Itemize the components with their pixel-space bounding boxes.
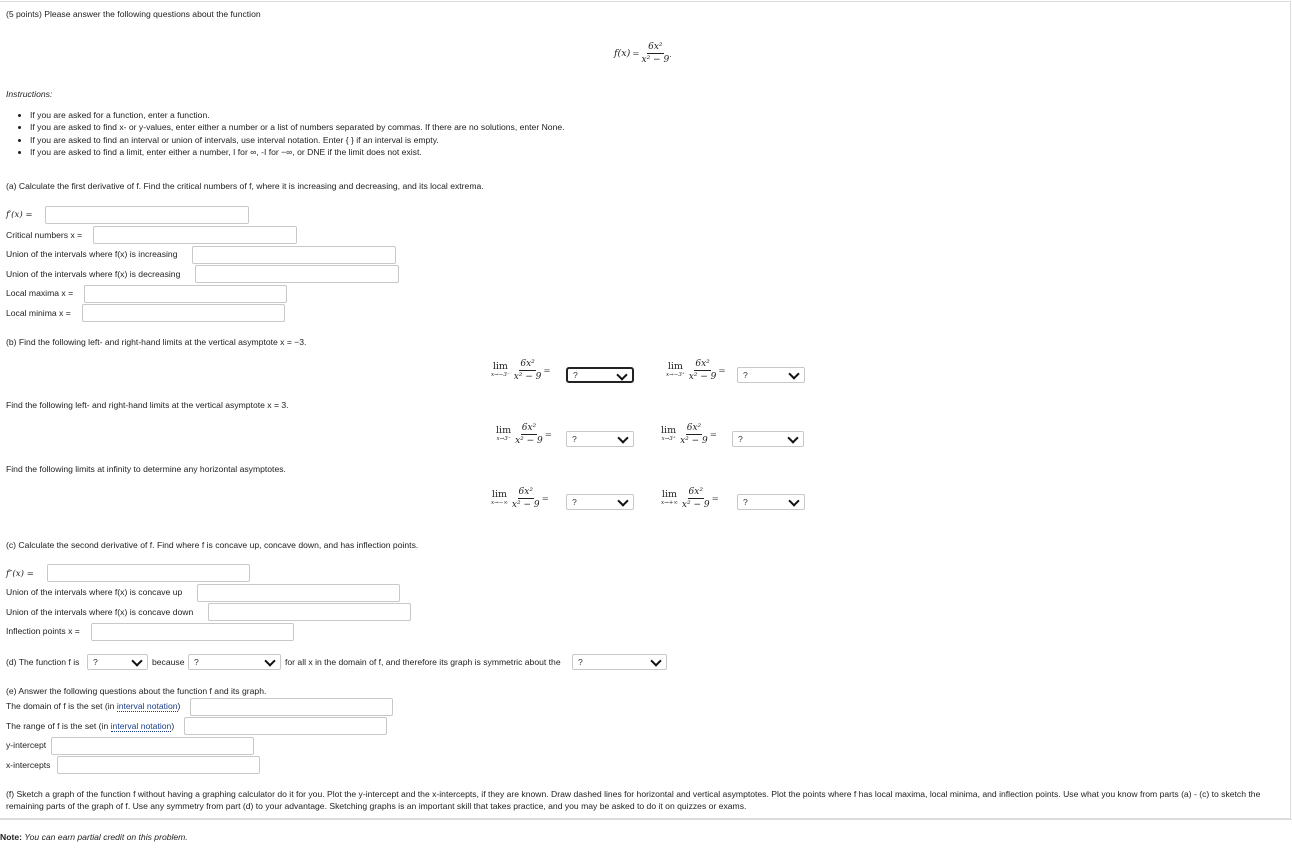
local-minima-label: Local minima x = [6, 308, 71, 318]
limit-left-3: lim x→3⁻ $\frac{\text{6x²}}{\text{x² − 9}}$ = [496, 423, 552, 446]
function-fraction [642, 42, 670, 65]
lim-word: lim [661, 425, 677, 436]
lim-numerator: 6x² [686, 423, 702, 433]
chevron-down-icon [650, 655, 661, 666]
note-text: You can earn partial credit on this problem. [24, 832, 188, 842]
fdouble-input[interactable] [47, 564, 250, 582]
lim-denominator: x² − 9 [680, 436, 708, 446]
reason-select[interactable] [188, 654, 281, 670]
instruction-item: • If you are asked to find an interval or union of intervals, use interval notation. Enter { } if an interval is empty. [30, 134, 565, 146]
chevron-down-icon [264, 655, 275, 666]
x-intercepts-label: x-intercepts [6, 760, 51, 770]
select-value: ? [743, 370, 748, 380]
range-input[interactable] [184, 717, 387, 735]
chevron-down-icon [617, 432, 628, 443]
decreasing-label: Union of the intervals where f(x) is decreasing [6, 269, 181, 279]
select-value: ? [738, 434, 743, 444]
parity-select[interactable] [87, 654, 148, 670]
select-value: ? [572, 497, 577, 507]
points-label: (5 points) [6, 9, 42, 19]
limit-left-minus3: lim x→−3⁻ $\frac{\text{6x²}}{\text{x² − 9}}$ = [491, 359, 551, 382]
instruction-item: • If you are asked to find x- or y-values, enter either a number or a list of numbers separated by commas. If there are no solutions, enter None. [30, 121, 565, 133]
chevron-down-icon [616, 369, 627, 380]
chevron-down-icon [131, 655, 142, 666]
note [0, 832, 188, 842]
lim-denominator: x² − 9 [688, 372, 717, 382]
range-label [6, 721, 174, 731]
limit-left-minus3-select[interactable] [566, 367, 634, 383]
limit-minus-infinity-select[interactable] [566, 494, 634, 510]
part-e-heading: (e) Answer the following questions about the function f and its graph. [6, 686, 267, 696]
y-intercept-label: y-intercept [6, 740, 47, 750]
lim-denominator: x² − 9 [513, 372, 542, 382]
part-c-heading: (c) Calculate the second derivative of f. Find where f is concave up, concave down, and has inflection points. [6, 540, 419, 550]
symmetry-select[interactable] [572, 654, 667, 670]
problem-header [6, 9, 261, 19]
limit-plus-infinity: lim x→+∞ $\frac{\text{6x²}}{\text{x² − 9}}$ = [661, 487, 719, 510]
note-label: Note: [0, 832, 22, 842]
limit-right-minus3-select[interactable] [737, 367, 805, 383]
close-paren: ) [177, 701, 181, 711]
y-intercept-input[interactable] [51, 737, 254, 755]
limit-left-3-select[interactable] [566, 431, 634, 447]
chevron-down-icon [788, 495, 799, 506]
limit-plus-infinity-select[interactable] [737, 494, 805, 510]
lim-word: lim [492, 361, 508, 372]
function-denominator: x² − 9 [641, 55, 670, 65]
select-value: ? [93, 657, 98, 667]
part-d-lead: (d) The function f is [6, 657, 80, 667]
function-period: . [669, 48, 672, 59]
function-definition: f(x) = $\frac{\text{6x²}}{\text{x² − 9}}$ . [614, 42, 672, 65]
instruction-item: • If you are asked for a function, enter a function. [30, 109, 565, 121]
lim-word: lim [661, 489, 677, 500]
chevron-down-icon [617, 495, 628, 506]
chevron-down-icon [787, 432, 798, 443]
lim-numerator: 6x² [688, 487, 703, 497]
domain-label-text: The domain of f is the set (in [6, 701, 115, 711]
select-value: ? [578, 657, 583, 667]
problem-prompt: Please answer the following questions about the function [44, 9, 261, 19]
domain-input[interactable] [190, 698, 393, 716]
part-b-heading: (b) Find the following left- and right-hand limits at the vertical asymptote x = −3. [6, 337, 307, 347]
critical-numbers-input[interactable] [93, 226, 297, 244]
critical-numbers-label: Critical numbers x = [6, 230, 83, 240]
increasing-input[interactable] [192, 246, 396, 264]
local-minima-input[interactable] [82, 304, 285, 322]
limit-right-3-select[interactable] [732, 431, 804, 447]
decreasing-input[interactable] [195, 265, 399, 283]
concave-up-input[interactable] [197, 584, 400, 602]
domain-label [6, 701, 180, 711]
lim-subscript: x→+∞ [661, 500, 678, 506]
lim-word: lim [491, 489, 507, 500]
inflection-input[interactable] [91, 623, 294, 641]
lim-denominator: x² − 9 [511, 500, 540, 510]
fdouble-label: f″(x) = [6, 569, 34, 579]
lim-numerator: 6x² [695, 359, 710, 369]
lim-numerator: 6x² [518, 487, 533, 497]
lim-subscript: x→3⁺ [661, 436, 676, 442]
interval-notation-link[interactable]: interval notation [110, 721, 172, 731]
lim-denominator: x² − 9 [515, 436, 543, 446]
because-label: because [152, 657, 185, 667]
part-b-heading-2: Find the following left- and right-hand limits at the vertical asymptote x = 3. [6, 400, 289, 410]
instruction-item: • If you are asked to find a limit, enter either a number, I for ∞, -I for −∞, or DNE if the limit does not exist. [30, 146, 565, 158]
concave-up-label: Union of the intervals where f(x) is concave up [6, 587, 183, 597]
select-value: ? [743, 497, 748, 507]
range-label-text: The range of f is the set (in [6, 721, 109, 731]
chevron-down-icon [788, 368, 799, 379]
limit-right-minus3: lim x→−3⁺ $\frac{\text{6x²}}{\text{x² − 9}}$ = [666, 359, 726, 382]
function-lhs: f(x) [614, 48, 631, 59]
lim-subscript: x→−3⁻ [491, 372, 510, 378]
fprime-input[interactable] [45, 206, 249, 224]
limit-right-3: lim x→3⁺ $\frac{\text{6x²}}{\text{x² − 9}}$ = [661, 423, 717, 446]
part-d-tail: for all x in the domain of f, and therefore its graph is symmetric about the [285, 657, 561, 667]
fprime-label: f′(x) = [6, 210, 33, 220]
instructions-title: Instructions: [6, 89, 53, 99]
inflection-label: Inflection points x = [6, 626, 80, 636]
local-maxima-label: Local maxima x = [6, 288, 74, 298]
part-f-text: (f) Sketch a graph of the function f without having a graphing calculator do it for you. Plot the y-intercept and the x-intercepts, if they are known. Draw dashed lines for horizontal and vertical asymptotes. Plot the points where f has local maxima, local minima, and inflection points. Use what you know from parts (a) - (c) to sketch the remaining parts of the graph of f. Use any symmetry from part (d) to your advantage. Sketching graphs is an important skill that takes practice, and you may be asked to do it on quizzes or exams. [6, 789, 1261, 811]
select-value: ? [194, 657, 199, 667]
lim-subscript: x→−∞ [491, 500, 508, 506]
lim-word: lim [667, 361, 683, 372]
lim-word: lim [496, 425, 512, 436]
part-a-heading: (a) Calculate the first derivative of f. Find the critical numbers of f, where it is increasing and decreasing, and its local extrema. [6, 181, 484, 191]
instructions-list [18, 109, 565, 159]
increasing-label: Union of the intervals where f(x) is increasing [6, 249, 178, 259]
part-b-heading-3: Find the following limits at infinity to determine any horizontal asymptotes. [6, 464, 286, 474]
divider [0, 819, 1292, 820]
concave-down-label: Union of the intervals where f(x) is concave down [6, 607, 194, 617]
lim-subscript: x→3⁻ [496, 436, 511, 442]
function-numerator: 6x² [648, 42, 663, 52]
select-value: ? [572, 434, 577, 444]
select-value: ? [573, 370, 578, 380]
concave-down-input[interactable] [208, 603, 411, 621]
lim-numerator: 6x² [521, 423, 537, 433]
close-paren: ) [171, 721, 175, 731]
lim-numerator: 6x² [520, 359, 535, 369]
lim-subscript: x→−3⁺ [666, 372, 685, 378]
lim-denominator: x² − 9 [681, 500, 710, 510]
x-intercepts-input[interactable] [57, 756, 260, 774]
interval-notation-link[interactable]: interval notation [116, 701, 178, 711]
local-maxima-input[interactable] [84, 285, 287, 303]
limit-minus-infinity: lim x→−∞ $\frac{\text{6x²}}{\text{x² − 9}}$ = [491, 487, 549, 510]
